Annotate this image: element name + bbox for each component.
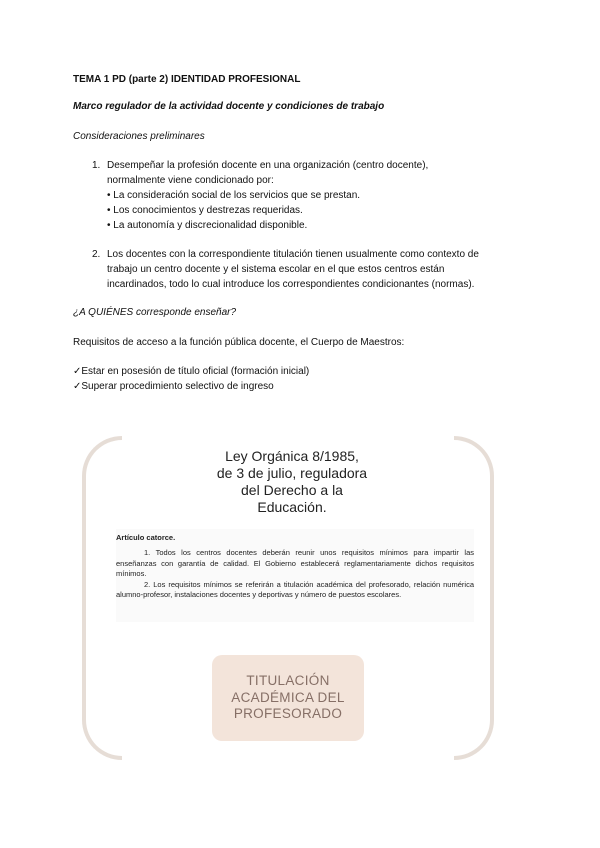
item-line: Desempeñar la profesión docente en una organización (centro docente), [107,160,429,171]
law-title-line: del Derecho a la [241,482,343,498]
article-paragraph: 1. Todos los centros docentes deberán reunir unos requisitos mínimos para impartir las enseñanzas con garantía de calidad. El Gobierno establecerá reglamentariamente dichos requisitos mínimos. [116,548,474,579]
bullet-line: • La autonomía y discrecionalidad disponible. [107,220,308,231]
titulacion-badge [212,655,364,741]
article-heading: Artículo catorce. [116,533,176,542]
list-item [92,158,532,233]
badge-line: PROFESORADO [233,706,343,722]
preliminary-heading: Consideraciones preliminares [73,131,205,142]
list-item [92,247,532,292]
law-title-line: Educación. [257,499,327,515]
item-line: normalmente viene condicionado por: [107,175,274,186]
checklist-item: ✓Superar procedimiento selectivo de ingreso [73,381,274,392]
law-title [182,448,402,516]
item-number: 2. [92,249,101,260]
badge-line: TITULACIÓN [246,673,330,689]
item-line: incardinados, todo lo cual introduce los correspondientes condicionantes (normas). [107,279,475,290]
item-line: trabajo un centro docente y el sistema escolar en el que estos centros están [107,264,445,275]
requirements-text: Requisitos de acceso a la función pública docente, el Cuerpo de Maestros: [73,337,405,348]
badge-line: ACADÉMICA DEL [231,689,345,705]
item-number: 1. [92,160,101,171]
law-title-line: de 3 de julio, reguladora [216,465,368,481]
checklist-item: ✓Estar en posesión de título oficial (formación inicial) [73,366,310,377]
article-excerpt [116,529,474,622]
section-subtitle: Marco regulador de la actividad docente y condiciones de trabajo [73,101,385,112]
document-title: TEMA 1 PD (parte 2) IDENTIDAD PROFESIONAL [73,74,301,85]
item-line: Los docentes con la correspondiente titulación tienen usualmente como contexto de [107,249,479,260]
bullet-line: • La consideración social de los servicios que se prestan. [107,190,361,201]
law-title-line: Ley Orgánica 8/1985, [225,448,359,464]
law-figure [82,436,494,760]
bullet-line: • Los conocimientos y destrezas requeridas. [107,205,303,216]
article-paragraph: 2. Los requisitos mínimos se referirán a titulación académica del profesorado, relación numérica alumno-profesor, instalaciones docentes y deportivas y número de puestos escolares. [116,579,474,600]
question-heading: ¿A QUIÉNES corresponde enseñar? [73,307,237,318]
